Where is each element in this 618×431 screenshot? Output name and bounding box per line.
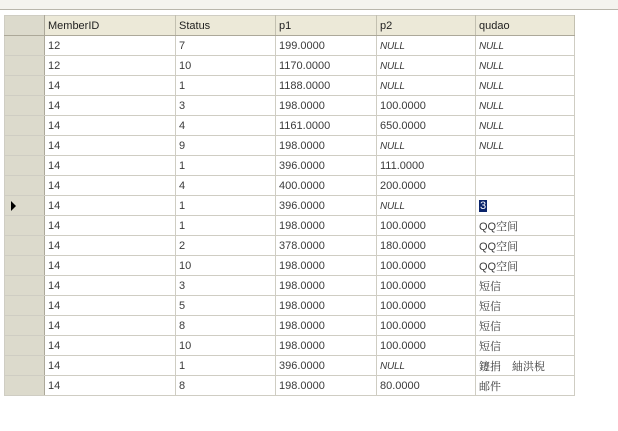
cell-status[interactable]: [176, 296, 276, 316]
cell-status[interactable]: [176, 216, 276, 236]
selected-cell-value: 3: [480, 199, 487, 212]
cell-p1[interactable]: [276, 56, 377, 76]
cell-qudao[interactable]: [476, 116, 575, 136]
cell-value: 14: [48, 279, 61, 292]
row-selector[interactable]: [5, 256, 45, 276]
current-row-arrow-icon: [11, 201, 16, 211]
cell-status[interactable]: [176, 156, 276, 176]
cell-p1[interactable]: [276, 276, 377, 296]
cell-value: 198.0000: [279, 219, 325, 232]
null-value: NULL: [479, 60, 504, 72]
cell-value: 100.0000: [380, 259, 426, 272]
cell-p1[interactable]: [276, 256, 377, 276]
cell-memberid[interactable]: [45, 136, 176, 156]
cell-value: 14: [48, 379, 61, 392]
cell-value: 198.0000: [279, 279, 325, 292]
null-value: NULL: [479, 100, 504, 112]
cell-p2[interactable]: [377, 256, 476, 276]
table-row[interactable]: [5, 56, 575, 76]
cell-value: 14: [48, 139, 61, 152]
cell-p2[interactable]: [377, 156, 476, 176]
cell-p2[interactable]: [377, 36, 476, 56]
cell-value: 396.0000: [279, 359, 325, 372]
cell-value: 12: [48, 39, 61, 52]
null-value: NULL: [479, 140, 504, 152]
cell-value: 4: [179, 179, 186, 192]
cell-value: 200.0000: [380, 179, 426, 192]
cell-p1[interactable]: [276, 376, 377, 396]
cell-p1[interactable]: [276, 196, 377, 216]
cell-value: 396.0000: [279, 199, 325, 212]
cell-p2[interactable]: [377, 196, 476, 216]
cell-p1[interactable]: [276, 136, 377, 156]
cell-value: 鑳捐 紬洪棿: [479, 360, 545, 373]
cell-value: QQ空间: [479, 260, 519, 273]
cell-p2[interactable]: [377, 136, 476, 156]
row-selector[interactable]: [5, 76, 45, 96]
cell-memberid[interactable]: [45, 316, 176, 336]
cell-qudao[interactable]: [476, 96, 575, 116]
cell-qudao[interactable]: [476, 296, 575, 316]
cell-value: 短信: [479, 300, 501, 313]
cell-value: 14: [48, 339, 61, 352]
corner-header[interactable]: [5, 16, 45, 36]
cell-value: 14: [48, 259, 61, 272]
column-header-qudao[interactable]: qudao: [476, 16, 575, 36]
cell-value: 650.0000: [380, 119, 426, 132]
table-row[interactable]: [5, 316, 575, 336]
cell-value: 198.0000: [279, 99, 325, 112]
header-row: [5, 16, 575, 36]
cell-p2[interactable]: [377, 336, 476, 356]
window-top-edge: [0, 0, 618, 10]
cell-value: 100.0000: [380, 299, 426, 312]
cell-qudao[interactable]: [476, 316, 575, 336]
table-row[interactable]: [5, 176, 575, 196]
cell-value: 400.0000: [279, 179, 325, 192]
cell-status[interactable]: [176, 316, 276, 336]
cell-value: 3: [179, 99, 186, 112]
table-row[interactable]: [5, 116, 575, 136]
cell-value: 100.0000: [380, 319, 426, 332]
cell-qudao[interactable]: [476, 156, 575, 176]
cell-memberid[interactable]: [45, 56, 176, 76]
cell-qudao[interactable]: [476, 56, 575, 76]
cell-value: 14: [48, 239, 61, 252]
cell-status[interactable]: [176, 196, 276, 216]
null-value: NULL: [380, 40, 405, 52]
cell-value: 10: [179, 339, 192, 352]
cell-value: 180.0000: [380, 239, 426, 252]
row-selector[interactable]: [5, 316, 45, 336]
table-row[interactable]: [5, 256, 575, 276]
null-value: NULL: [380, 80, 405, 92]
cell-value: 396.0000: [279, 159, 325, 172]
cell-memberid[interactable]: [45, 376, 176, 396]
cell-status[interactable]: [176, 96, 276, 116]
table-row[interactable]: [5, 96, 575, 116]
cell-status[interactable]: [176, 356, 276, 376]
cell-p2[interactable]: [377, 56, 476, 76]
null-value: NULL: [380, 60, 405, 72]
table-row[interactable]: [5, 76, 575, 96]
cell-p2[interactable]: [377, 236, 476, 256]
column-header-p2[interactable]: p2: [377, 16, 476, 36]
cell-value: 100.0000: [380, 219, 426, 232]
table-row[interactable]: [5, 276, 575, 296]
table-row[interactable]: [5, 376, 575, 396]
cell-value: 短信: [479, 320, 501, 333]
cell-value: 378.0000: [279, 239, 325, 252]
cell-status[interactable]: [176, 136, 276, 156]
cell-value: 1: [179, 159, 186, 172]
cell-status[interactable]: [176, 376, 276, 396]
cell-memberid[interactable]: [45, 236, 176, 256]
cell-memberid[interactable]: [45, 276, 176, 296]
row-selector[interactable]: [5, 336, 45, 356]
cell-qudao[interactable]: [476, 256, 575, 276]
cell-value: 9: [179, 139, 186, 152]
cell-value: 1: [179, 79, 186, 92]
null-value: NULL: [479, 120, 504, 132]
cell-value: 14: [48, 99, 61, 112]
cell-value: 短信: [479, 340, 501, 353]
cell-value: QQ空间: [479, 240, 519, 253]
table-row[interactable]: [5, 136, 575, 156]
cell-value: 100.0000: [380, 339, 426, 352]
cell-value: 1: [179, 219, 186, 232]
cell-value: 100.0000: [380, 279, 426, 292]
cell-value: 14: [48, 319, 61, 332]
null-value: NULL: [380, 140, 405, 152]
cell-memberid[interactable]: [45, 336, 176, 356]
cell-value: 8: [179, 379, 186, 392]
cell-value: 198.0000: [279, 259, 325, 272]
cell-p2[interactable]: [377, 356, 476, 376]
row-selector[interactable]: [5, 276, 45, 296]
cell-value: 14: [48, 219, 61, 232]
cell-value: 1188.0000: [279, 79, 331, 92]
cell-p1[interactable]: [276, 76, 377, 96]
cell-p1[interactable]: [276, 296, 377, 316]
cell-p1[interactable]: [276, 216, 377, 236]
cell-value: 2: [179, 239, 186, 252]
cell-p1[interactable]: [276, 96, 377, 116]
row-selector[interactable]: [5, 156, 45, 176]
cell-value: 14: [48, 359, 61, 372]
cell-p2[interactable]: [377, 76, 476, 96]
table-row[interactable]: [5, 236, 575, 256]
cell-p2[interactable]: [377, 316, 476, 336]
cell-p2[interactable]: [377, 176, 476, 196]
cell-value: 198.0000: [279, 379, 325, 392]
cell-value: 14: [48, 299, 61, 312]
cell-memberid[interactable]: [45, 76, 176, 96]
null-value: NULL: [479, 40, 504, 52]
cell-memberid[interactable]: [45, 36, 176, 56]
cell-value: 3: [179, 279, 186, 292]
cell-value: 14: [48, 79, 61, 92]
cell-value: 8: [179, 319, 186, 332]
cell-p1[interactable]: [276, 236, 377, 256]
cell-qudao[interactable]: [476, 196, 575, 216]
row-selector[interactable]: [5, 56, 45, 76]
cell-p2[interactable]: [377, 376, 476, 396]
row-selector[interactable]: [5, 196, 45, 216]
cell-memberid[interactable]: [45, 96, 176, 116]
null-value: NULL: [380, 200, 405, 212]
cell-value: 14: [48, 159, 61, 172]
cell-value: 111.0000: [380, 159, 425, 172]
cell-value: 198.0000: [279, 319, 325, 332]
cell-value: 14: [48, 199, 61, 212]
cell-value: 199.0000: [279, 39, 325, 52]
cell-value: 12: [48, 59, 61, 72]
cell-qudao[interactable]: [476, 276, 575, 296]
cell-memberid[interactable]: [45, 296, 176, 316]
row-selector[interactable]: [5, 136, 45, 156]
cell-value: 1: [179, 199, 186, 212]
cell-value: 14: [48, 179, 61, 192]
cell-value: 邮件: [479, 380, 501, 393]
cell-value: 1170.0000: [279, 59, 331, 72]
table-row[interactable]: [5, 296, 575, 316]
row-selector[interactable]: [5, 356, 45, 376]
cell-value: 10: [179, 59, 192, 72]
cell-value: QQ空间: [479, 220, 519, 233]
table-row[interactable]: [5, 216, 575, 236]
cell-p1[interactable]: [276, 36, 377, 56]
cell-qudao[interactable]: [476, 356, 575, 376]
table-row[interactable]: [5, 156, 575, 176]
cell-memberid[interactable]: [45, 156, 176, 176]
row-selector[interactable]: [5, 216, 45, 236]
cell-value: 14: [48, 119, 61, 132]
null-value: NULL: [479, 80, 504, 92]
cell-value: 4: [179, 119, 186, 132]
column-header-p1[interactable]: p1: [276, 16, 377, 36]
cell-qudao[interactable]: [476, 216, 575, 236]
cell-status[interactable]: [176, 76, 276, 96]
column-header-status[interactable]: Status: [176, 16, 276, 36]
cell-qudao[interactable]: [476, 36, 575, 56]
cell-qudao[interactable]: [476, 76, 575, 96]
row-selector[interactable]: [5, 116, 45, 136]
row-selector[interactable]: [5, 36, 45, 56]
cell-p2[interactable]: [377, 116, 476, 136]
cell-p2[interactable]: [377, 296, 476, 316]
cell-status[interactable]: [176, 256, 276, 276]
table-row[interactable]: [5, 356, 575, 376]
cell-qudao[interactable]: [476, 376, 575, 396]
cell-status[interactable]: [176, 336, 276, 356]
cell-status[interactable]: [176, 56, 276, 76]
cell-p1[interactable]: [276, 156, 377, 176]
cell-value: 7: [179, 39, 186, 52]
cell-value: 1161.0000: [279, 119, 331, 132]
table-row[interactable]: [5, 196, 575, 216]
cell-value: 1: [179, 359, 186, 372]
cell-value: 短信: [479, 280, 501, 293]
table-row[interactable]: [5, 36, 575, 56]
row-selector[interactable]: [5, 176, 45, 196]
cell-status[interactable]: [176, 36, 276, 56]
row-selector[interactable]: [5, 96, 45, 116]
cell-memberid[interactable]: [45, 216, 176, 236]
cell-qudao[interactable]: [476, 136, 575, 156]
cell-p1[interactable]: [276, 336, 377, 356]
cell-qudao[interactable]: [476, 176, 575, 196]
row-selector[interactable]: [5, 296, 45, 316]
cell-status[interactable]: [176, 176, 276, 196]
cell-memberid[interactable]: [45, 356, 176, 376]
cell-value: 100.0000: [380, 99, 426, 112]
cell-p1[interactable]: [276, 176, 377, 196]
cell-value: 5: [179, 299, 186, 312]
cell-value: 198.0000: [279, 339, 325, 352]
cell-qudao[interactable]: [476, 336, 575, 356]
cell-status[interactable]: [176, 116, 276, 136]
cell-status[interactable]: [176, 236, 276, 256]
cell-qudao[interactable]: [476, 236, 575, 256]
cell-memberid[interactable]: [45, 196, 176, 216]
cell-p2[interactable]: [377, 276, 476, 296]
cell-value: 198.0000: [279, 139, 325, 152]
column-header-memberid[interactable]: MemberID: [45, 16, 176, 36]
cell-status[interactable]: [176, 276, 276, 296]
table-row[interactable]: [5, 336, 575, 356]
row-selector[interactable]: [5, 236, 45, 256]
cell-memberid[interactable]: [45, 176, 176, 196]
cell-value: 80.0000: [380, 379, 420, 392]
row-selector[interactable]: [5, 376, 45, 396]
cell-p2[interactable]: [377, 96, 476, 116]
cell-value: 10: [179, 259, 192, 272]
results-grid[interactable]: [4, 15, 575, 396]
cell-p2[interactable]: [377, 216, 476, 236]
cell-value: 198.0000: [279, 299, 325, 312]
null-value: NULL: [380, 360, 405, 372]
cell-memberid[interactable]: [45, 256, 176, 276]
cell-p1[interactable]: [276, 356, 377, 376]
cell-memberid[interactable]: [45, 116, 176, 136]
cell-p1[interactable]: [276, 116, 377, 136]
cell-p1[interactable]: [276, 316, 377, 336]
